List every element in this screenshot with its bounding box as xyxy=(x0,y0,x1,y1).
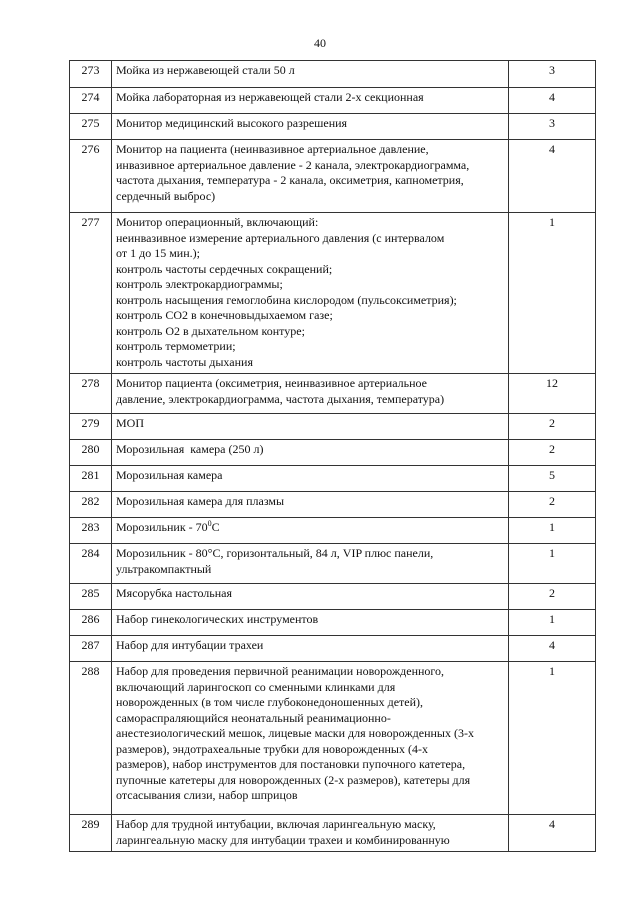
row-number: 279 xyxy=(70,414,112,440)
item-name xyxy=(112,61,509,88)
row-number: 285 xyxy=(70,584,112,610)
item-quantity: 1 xyxy=(509,662,596,815)
item-name xyxy=(112,815,509,852)
item-name-line xyxy=(116,520,504,536)
item-name-line: отсасывания слизи, набор шприцов xyxy=(116,788,298,802)
item-name-line: Мойка лабораторная из нержавеющей стали 2-х секционная xyxy=(116,90,424,104)
row-number: 283 xyxy=(70,518,112,544)
item-quantity: 4 xyxy=(509,140,596,213)
item-quantity: 2 xyxy=(509,492,596,518)
item-quantity: 4 xyxy=(509,88,596,114)
item-name-line: неинвазивное измерение артериального давления (с интервалом xyxy=(116,230,445,245)
item-name xyxy=(112,610,509,636)
item-name xyxy=(112,88,509,114)
item-name-line: контроль термометрии; xyxy=(116,339,236,353)
row-number: 275 xyxy=(70,114,112,140)
table-row xyxy=(70,492,596,518)
item-name-line: размеров), набор инструментов для постановки пупочного катетера, xyxy=(116,757,466,771)
table-row xyxy=(70,414,596,440)
item-quantity: 1 xyxy=(509,544,596,584)
item-name-text: Морозильник - 70 xyxy=(116,520,208,534)
item-name-line: контроль частоты сердечных сокращений; xyxy=(116,261,333,276)
item-name-line: контроль насыщения гемоглобина кислородом (пульсоксиметрия); xyxy=(116,292,457,307)
item-name-line: размеров), эндотрахеальные трубки для новорожденных (4-х xyxy=(116,741,428,756)
item-name-line: Монитор операционный, включающий: xyxy=(116,215,319,229)
row-number: 282 xyxy=(70,492,112,518)
row-number: 289 xyxy=(70,815,112,852)
item-name xyxy=(112,518,509,544)
item-name-line: инвазивное артериальное давление - 2 канала, электрокардиограмма, xyxy=(116,157,470,172)
item-quantity: 2 xyxy=(509,584,596,610)
table-row xyxy=(70,815,596,852)
item-name-line: новорожденных (в том числе глубоконедоношенных детей), xyxy=(116,695,424,709)
item-name xyxy=(112,492,509,518)
row-number: 281 xyxy=(70,466,112,492)
item-name-line: Монитор пациента (оксиметрия, неинвазивное артериальное xyxy=(116,376,427,390)
row-number: 273 xyxy=(70,61,112,88)
item-quantity: 2 xyxy=(509,414,596,440)
item-name-line: Мясорубка настольная xyxy=(116,586,233,600)
item-quantity: 12 xyxy=(509,374,596,414)
table-row xyxy=(70,440,596,466)
item-quantity: 1 xyxy=(509,610,596,636)
item-name xyxy=(112,466,509,492)
table-body xyxy=(70,61,596,852)
item-name-line: от 1 до 15 мин.); xyxy=(116,246,200,260)
item-name-line: контроль O2 в дыхательном контуре; xyxy=(116,323,305,338)
row-number: 276 xyxy=(70,140,112,213)
item-name-line: пупочные катетеры для новорожденных (2-х размеров), катетеры для xyxy=(116,772,471,787)
item-quantity: 3 xyxy=(509,114,596,140)
item-name xyxy=(112,114,509,140)
item-name xyxy=(112,374,509,414)
item-name-line: самораспраляющийся неонатальный реанимационно- xyxy=(116,710,391,725)
row-number: 286 xyxy=(70,610,112,636)
table-row xyxy=(70,88,596,114)
item-name-line: давление, электрокардиограмма, частота дыхания, температура) xyxy=(116,391,445,406)
item-name-line: ларингеальную маску для интубации трахеи и комбинированную xyxy=(116,832,450,847)
item-name-line: Монитор на пациента (неинвазивное артериальное давление, xyxy=(116,142,429,156)
row-number: 288 xyxy=(70,662,112,815)
item-name-text-suffix: С xyxy=(211,520,220,534)
item-name xyxy=(112,636,509,662)
table-row xyxy=(70,114,596,140)
item-name xyxy=(112,440,509,466)
table-row xyxy=(70,466,596,492)
row-number: 277 xyxy=(70,213,112,374)
table-row xyxy=(70,662,596,815)
item-name xyxy=(112,544,509,584)
table-row xyxy=(70,610,596,636)
item-name xyxy=(112,140,509,213)
item-name-line: Монитор медицинский высокого разрешения xyxy=(116,116,348,130)
table-row xyxy=(70,213,596,374)
item-name xyxy=(112,662,509,815)
item-name xyxy=(112,584,509,610)
item-name-line: контроль частоты дыхания xyxy=(116,354,253,369)
table-row xyxy=(70,636,596,662)
item-name-line: Морозильная камера для плазмы xyxy=(116,494,285,508)
item-name-line: сердечный выброс) xyxy=(116,188,216,203)
item-name-line: ультракомпактный xyxy=(116,561,212,576)
item-quantity: 5 xyxy=(509,466,596,492)
item-name-line: Набор для трудной интубации, включая ларингеальную маску, xyxy=(116,817,436,831)
item-name-line: Морозильная камера (250 л) xyxy=(116,442,264,456)
item-name-line: включающий ларингоскоп со сменными клинками для xyxy=(116,679,396,694)
item-name xyxy=(112,213,509,374)
item-quantity: 1 xyxy=(509,213,596,374)
item-name-line: Морозильник - 80°С, горизонтальный, 84 л, VIP плюс панели, xyxy=(116,546,434,560)
item-name-line: контроль CO2 в конечновыдыхаемом газе; xyxy=(116,308,333,322)
table-row xyxy=(70,518,596,544)
table-row xyxy=(70,140,596,213)
table-row xyxy=(70,584,596,610)
item-name-line: Набор для интубации трахеи xyxy=(116,638,264,652)
item-name-line: Набор для проведения первичной реанимации новорожденного, xyxy=(116,664,445,678)
row-number: 284 xyxy=(70,544,112,584)
item-quantity: 3 xyxy=(509,61,596,88)
item-name-line: частота дыхания, температура - 2 канала, оксиметрия, капнометрия, xyxy=(116,173,464,187)
item-name-line: МОП xyxy=(116,416,145,430)
table-row xyxy=(70,61,596,88)
item-name-line: Морозильная камера xyxy=(116,468,223,482)
item-name-line: контроль электрокардиограммы; xyxy=(116,277,283,291)
item-quantity: 2 xyxy=(509,440,596,466)
item-quantity: 4 xyxy=(509,636,596,662)
row-number: 287 xyxy=(70,636,112,662)
equipment-table xyxy=(69,60,596,852)
page-number: 40 xyxy=(314,36,326,50)
item-name xyxy=(112,414,509,440)
item-name-line: анестезиологический мешок, лицевые маски для новорожденных (3-х xyxy=(116,726,474,740)
row-number: 274 xyxy=(70,88,112,114)
item-name-line: Мойка из нержавеющей стали 50 л xyxy=(116,63,295,77)
table-row xyxy=(70,544,596,584)
superscript-degree: 0 xyxy=(207,519,212,528)
item-quantity: 1 xyxy=(509,518,596,544)
row-number: 280 xyxy=(70,440,112,466)
table-row xyxy=(70,374,596,414)
row-number: 278 xyxy=(70,374,112,414)
item-quantity: 4 xyxy=(509,815,596,852)
item-name-line: Набор гинекологических инструментов xyxy=(116,612,319,626)
